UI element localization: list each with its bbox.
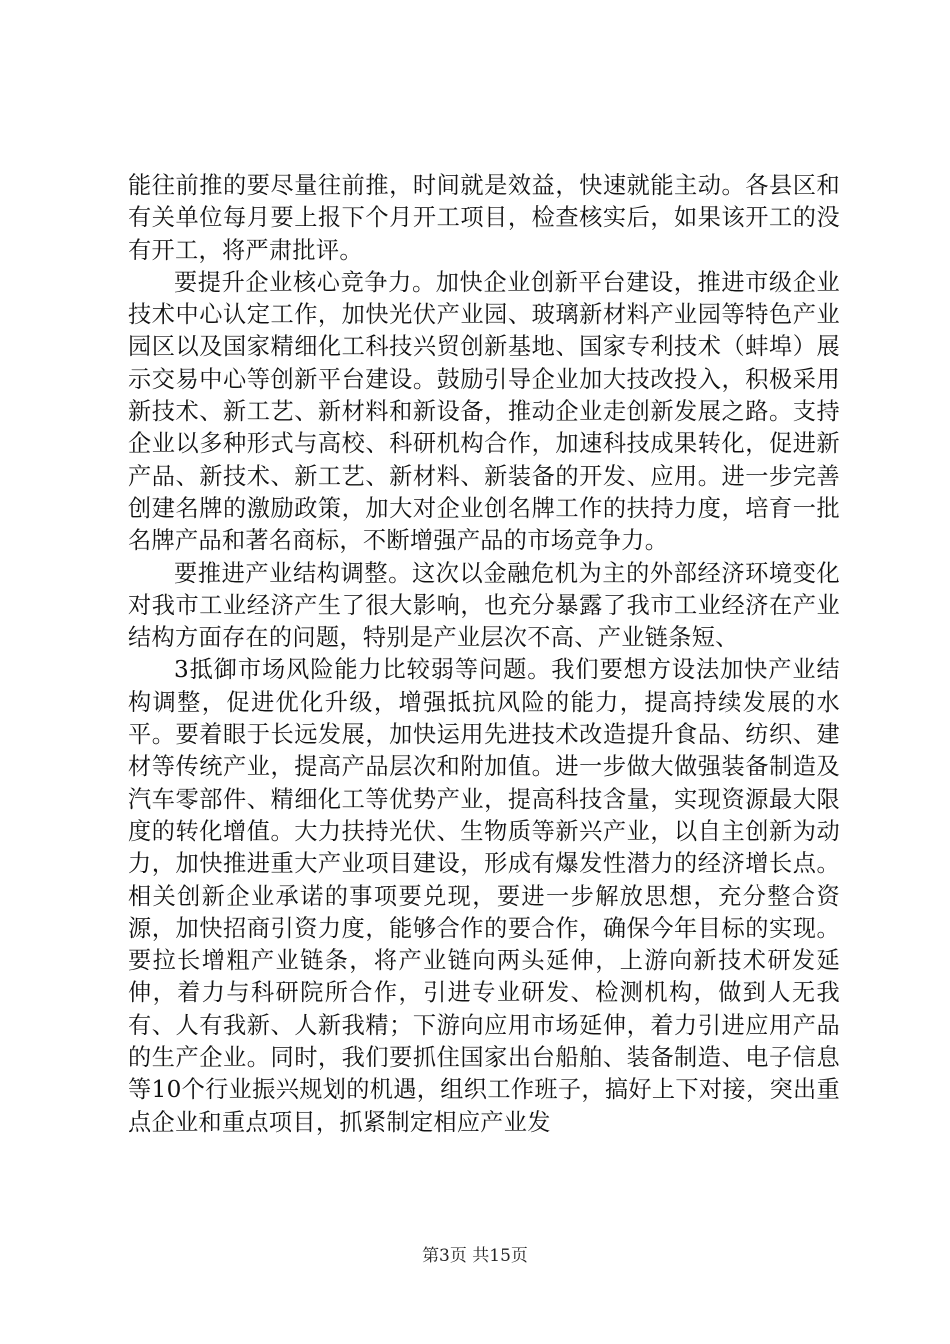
document-body: [128, 170, 840, 1139]
page-footer: 第3页 共15页: [422, 1246, 528, 1266]
paragraph-continuation: 能往前推的要尽量往前推，时间就是效益，快速就能主动。各县区和有关单位每月要上报下个月开工项目，检查核实后，如果该开工的没有开工，将严肃批评。: [128, 172, 840, 264]
paragraph-industrial-structure: 要推进产业结构调整。这次以金融危机为主的外部经济环境变化对我市工业经济产生了很大影响，也充分暴露了我市工业经济在产业结构方面存在的问题，特别是产业层次不高、产业链条短、: [128, 559, 840, 652]
paragraph-risk-resistance: 3抵御市场风险能力比较弱等问题。我们要想方设法加快产业结构调整，促进优化升级，增强抵抗风险的能力，提高持续发展的水平。要着眼于长远发展，加快运用先进技术改造提升食品、纺织、建材等传统产业，提高产品层次和附加值。进一步做大做强装备制造及汽车零部件、精细化工等优势产业，提高科技含量，实现资源最大限度的转化增值。大力扶持光伏、生物质等新兴产业，以自主创新为动力，加快推进重大产业项目建设，形成有爆发性潜力的经济增长点。相关创新企业承诺的事项要兑现，要进一步解放思想，充分整合资源，加快招商引资力度，能够合作的要合作，确保今年目标的实现。要拉长增粗产业链条，将产业链向两头延伸，上游向新技术研发延伸，着力与科研院所合作，引进专业研发、检测机构，做到人无我有、人有我新、人新我精；下游向应用市场延伸，着力引进应用产品的生产企业。同时，我们要抓住国家出台船舶、装备制造、电子信息等10个行业振兴规划的机遇，组织工作班子，搞好上下对接，突出重点企业和重点项目，抓紧制定相应产业发: [128, 656, 840, 1136]
paragraph-core-competitiveness: 要提升企业核心竞争力。加快企业创新平台建设，推进市级企业技术中心认定工作，加快光伏产业园、玻璃新材料产业园等特色产业园区以及国家精细化工科技兴贸创新基地、国家专利技术（蚌埠）展示交易中心等创新平台建设。鼓励引导企业加大技改投入，积极采用新技术、新工艺、新材料和新设备，推动企业走创新发展之路。支持企业以多种形式与高校、科研机构合作，加速科技成果转化，促进新产品、新技术、新工艺、新材料、新装备的开发、应用。进一步完善创建名牌的激励政策，加大对企业创名牌工作的扶持力度，培育一批名牌产品和著名商标，不断增强产品的市场竞争力。: [128, 268, 840, 555]
